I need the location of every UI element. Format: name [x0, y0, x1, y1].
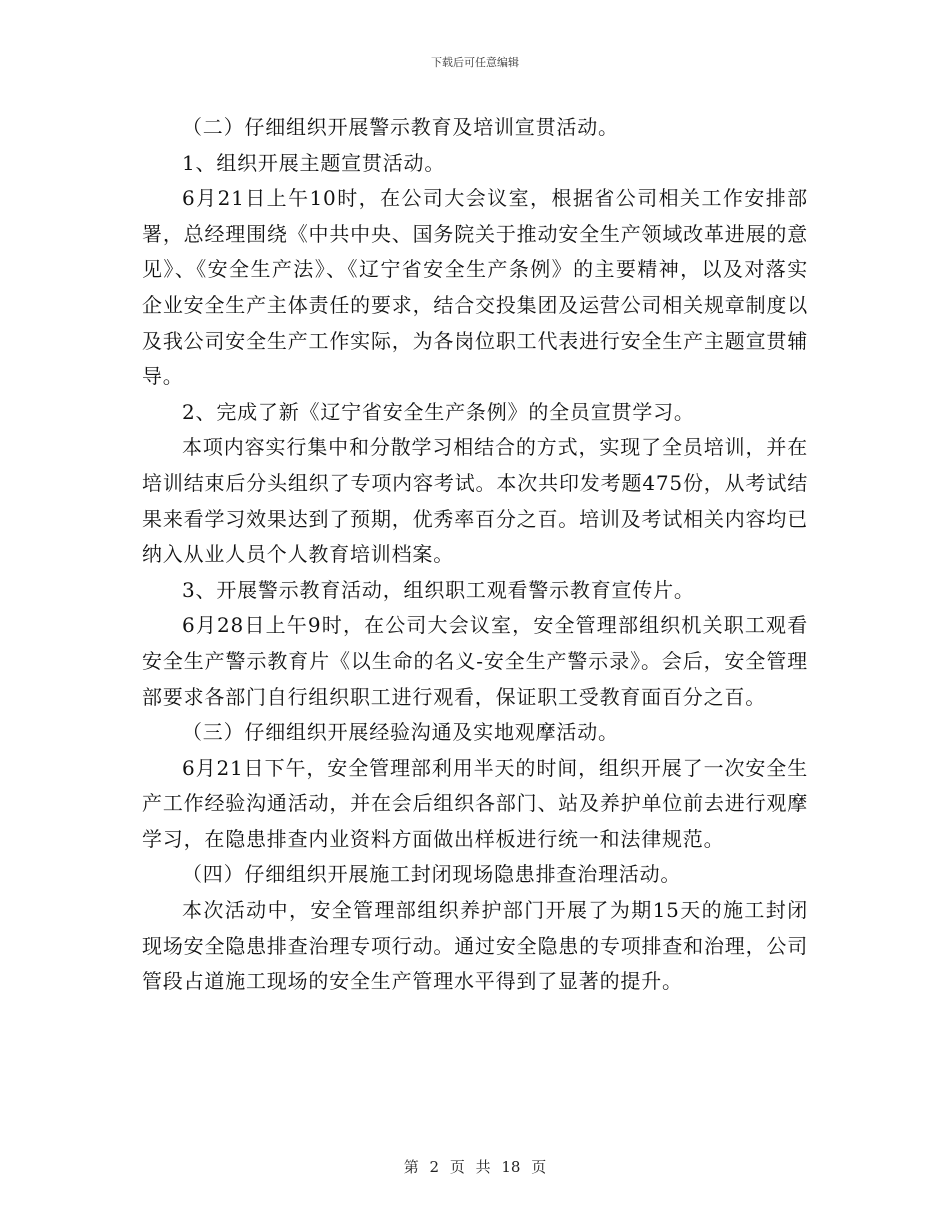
subheading-2: 2、完成了新《辽宁省安全生产条例》的全员宣贯学习。 — [182, 399, 695, 424]
body-paragraph: 6月21日下午，安全管理部利用半天的时间，组织开展了一次安全生产工作经验沟通活动，并在会后组织各部门、站及养护单位前去进行观摩学习，在隐患排查内业资料方面做出样板进行统一和法律规范。 — [142, 755, 808, 851]
subheading-3: 3、开展警示教育活动，组织职工观看警示教育宣传片。 — [182, 577, 695, 602]
body-paragraph: 本项内容实行集中和分散学习相结合的方式，实现了全员培训，并在培训结束后分头组织了专项内容考试。本次共印发考题475份，从考试结果来看学习效果达到了预期，优秀率百分之百。培训及考试相关内容均已纳入从业人员个人教育培训档案。 — [142, 435, 808, 567]
body-paragraph: 6月21日上午10时，在公司大会议室，根据省公司相关工作安排部署，总经理围绕《中共中央、国务院关于推动安全生产领域改革进展的意见》、《安全生产法》、《辽宁省安全生产条例》的主要精神，以及对落实企业安全生产主体责任的要求，结合交投集团及运营公司相关规章制度以及我公司安全生产工作实际，为各岗位职工代表进行安全生产主题宣贯辅导。 — [142, 186, 808, 389]
section-heading-3: （三）仔细组织开展经验沟通及实地观摩活动。 — [182, 720, 619, 745]
page-number-footer: 第 2 页 共 18 页 — [403, 1158, 547, 1176]
document-body — [142, 110, 808, 1000]
page-header-note: 下载后可任意编辑 — [431, 56, 519, 69]
section-heading-2: （二）仔细组织开展警示教育及培训宣贯活动。 — [182, 115, 619, 139]
body-paragraph: 本次活动中，安全管理部组织养护部门开展了为期15天的施工封闭现场安全隐患排查治理专项行动。通过安全隐患的专项排查和治理，公司管段占道施工现场的安全生产管理水平得到了显著的提升。 — [142, 898, 808, 994]
subheading-1: 1、组织开展主题宣贯活动。 — [182, 150, 446, 175]
body-paragraph: 6月28日上午9时，在公司大会议室，安全管理部组织机关职工观看安全生产警示教育片《以生命的名义-安全生产警示录》。会后，安全管理部要求各部门自行组织职工进行观看，保证职工受教育面百分之百。 — [142, 613, 808, 709]
section-heading-4: （四）仔细组织开展施工封闭现场隐患排查治理活动。 — [182, 862, 682, 887]
